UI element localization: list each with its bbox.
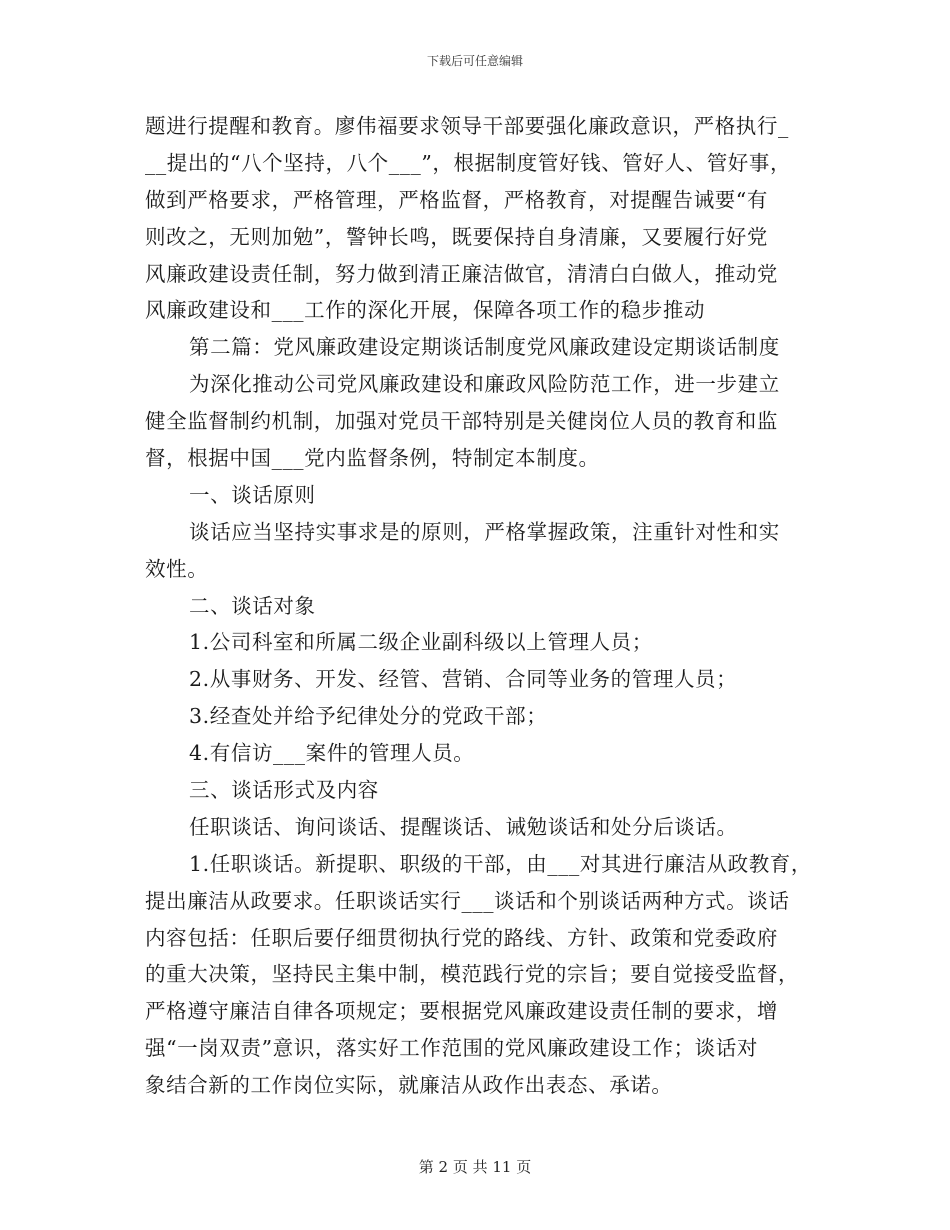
list-item: 1.任职谈话。新提职、职级的干部，由___对其进行廉洁从政教育，: [189, 851, 813, 876]
body-line: 强“一岗双责”意识，落实好工作范围的党风廉政建设工作；谈话对: [145, 1036, 758, 1061]
body-line: 则改之，无则加勉”，警钟长鸣，既要保持自身清廉，又要履行好党: [145, 224, 768, 249]
body-line: 提出廉洁从政要求。任职谈话实行___谈话和个别谈话两种方式。谈话: [145, 888, 790, 913]
body-line: 风廉政建设责任制，努力做到清正廉洁做官，清清白白做人，推动党: [145, 261, 778, 286]
body-line: 任职谈话、询问谈话、提醒谈话、诫勉谈话和处分后谈话。: [189, 814, 738, 839]
body-line: 题进行提醒和教育。廖伟福要求领导干部要强化廉政意识，严格执行_: [145, 114, 789, 138]
heading-principle: 一、谈话原则: [189, 482, 316, 507]
list-item: 1.公司科室和所属二级企业副科级以上管理人员；: [189, 630, 653, 655]
body-line: 健全监督制约机制，加强对党员干部特别是关健岗位人员的教育和监: [145, 409, 778, 434]
page-header-note: 下载后可任意编辑: [426, 54, 523, 68]
body-line: 的重大决策，坚持民主集中制，模范践行党的宗旨；要自觉接受监督，: [145, 962, 800, 987]
body-line: 严格遵守廉洁自律各项规定；要根据党风廉政建设责任制的要求，增: [145, 999, 778, 1024]
document-body: [145, 108, 815, 1104]
body-line: 做到严格要求，严格管理，严格监督，严格教育，对提醒告诫要“有: [145, 187, 768, 212]
heading-forms: 三、谈话形式及内容: [189, 778, 379, 803]
body-line: 效性。: [145, 556, 209, 581]
body-line: 象结合新的工作岗位实际，就廉洁从政作出表态、承诺。: [145, 1073, 673, 1098]
body-line: 内容包括：任职后要仔细贯彻执行党的路线、方针、政策和党委政府: [145, 925, 778, 950]
section-title: 第二篇：党风廉政建设定期谈话制度党风廉政建设定期谈话制度: [189, 335, 780, 360]
list-item: 3.经查处并给予纪律处分的党政干部；: [189, 704, 548, 729]
list-item: 4.有信访___案件的管理人员。: [189, 741, 475, 766]
heading-targets: 二、谈话对象: [189, 593, 316, 618]
body-line: __提出的“八个坚持，八个___”，根据制度管好钱、管好人、管好事，: [145, 150, 792, 175]
body-line: 风廉政建设和___工作的深化开展，保障各项工作的稳步推动: [145, 298, 706, 323]
body-line: 谈话应当坚持实事求是的原则，严格掌握政策，注重针对性和实: [189, 519, 780, 544]
body-line: 督，根据中国___党内监督条例，特制定本制度。: [145, 446, 600, 471]
body-line: 为深化推动公司党风廉政建设和廉政风险防范工作，进一步建立: [189, 372, 780, 397]
list-item: 2.从事财务、开发、经管、营销、合同等业务的管理人员；: [189, 667, 738, 692]
page-number: 第 2 页 共 11 页: [418, 1158, 532, 1176]
